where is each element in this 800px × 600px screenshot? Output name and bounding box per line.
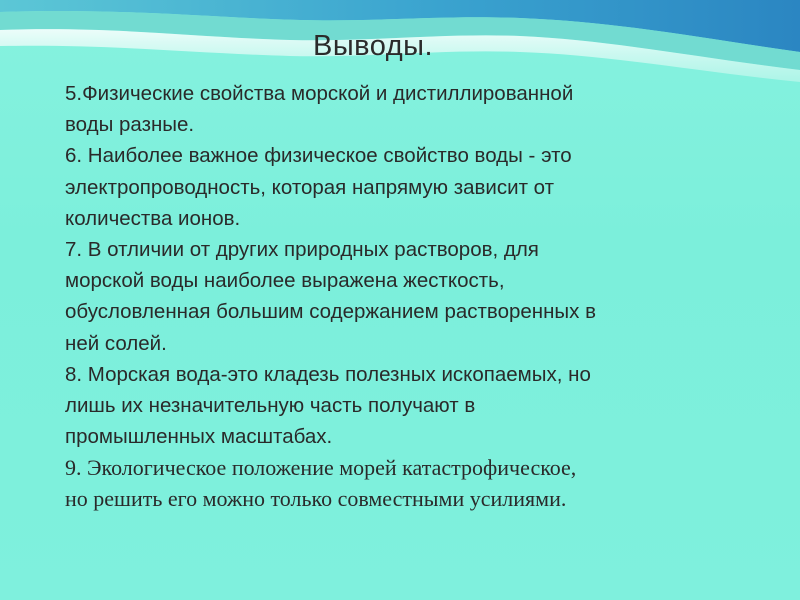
conclusion-line: ней солей. (65, 331, 167, 355)
slide-title: Выводы. (313, 30, 434, 62)
conclusion-line: количества ионов. (65, 206, 241, 230)
conclusion-line: 6. Наиболее важное физическое свойство воды - это (65, 144, 572, 168)
conclusion-line: морской воды наиболее выражена жесткость, (65, 269, 505, 293)
conclusion-line: лишь их незначительную часть получают в (65, 393, 476, 417)
conclusion-line: промышленных масштабах. (65, 425, 333, 449)
conclusion-line-serif: но решить его можно только совместными усилиями. (65, 486, 567, 512)
conclusion-line: 7. В отличии от других природных растворов, для (65, 237, 539, 261)
conclusion-line: обусловленная большим содержанием растворенных в (65, 300, 596, 324)
conclusion-line: 5.Физические свойства морской и дистиллированной (65, 82, 574, 105)
conclusion-line: воды разные. (65, 113, 195, 137)
conclusions-list (65, 78, 775, 515)
conclusion-line: 8. Морская вода-это кладезь полезных ископаемых, но (65, 362, 591, 386)
conclusion-line-serif: 9. Экологическое положение морей катастрофическое, (65, 455, 577, 481)
conclusion-line: электропроводность, которая напрямую зависит от (65, 175, 554, 199)
